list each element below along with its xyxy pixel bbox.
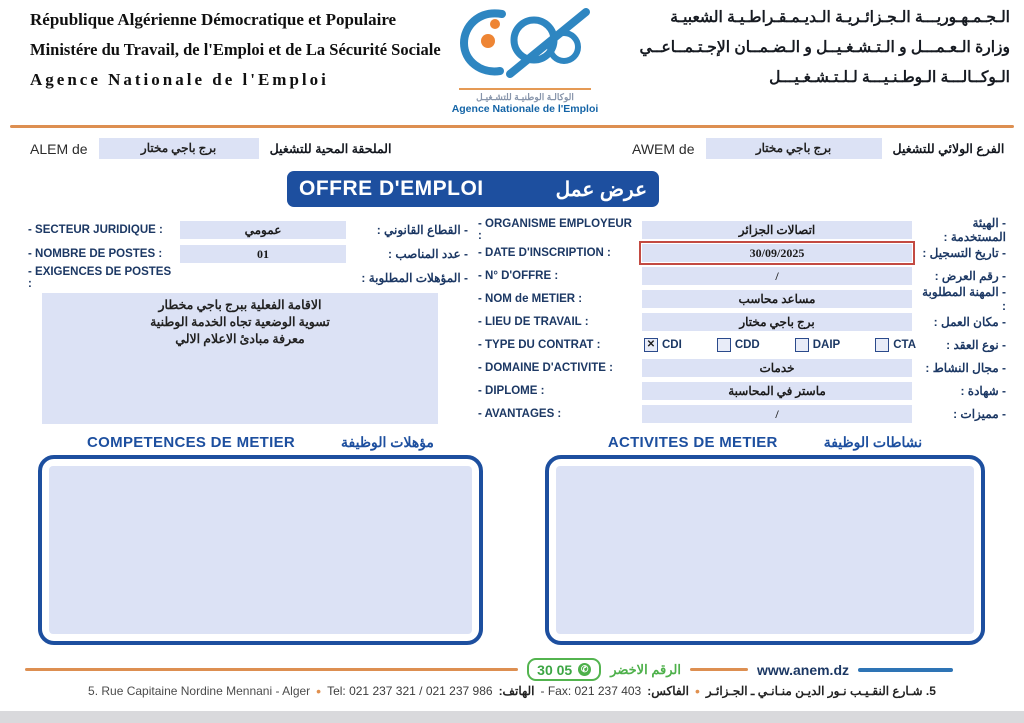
date-inscription-row <box>478 241 1006 264</box>
contract-option-cdd <box>717 338 760 352</box>
lieu-travail-label-ar: - مكان العمل : <box>933 314 1006 329</box>
type-contrat-row <box>478 333 1006 356</box>
alem-field[interactable]: برج باجي مختار <box>99 138 259 159</box>
diplome-label-fr: - DIPLOME : <box>478 384 545 397</box>
competences-textarea[interactable] <box>49 466 472 634</box>
daip-label: DAIP <box>812 338 841 351</box>
republic-title-ar: الـجـمـهـوريـــة الـجـزائـريـة الـديـمـقـراطـيـة الشعبيـة <box>670 9 1010 26</box>
logo-divider <box>459 88 591 90</box>
footer-address-ar: 5. شـارع النقـيـب نـور الديـن منـانـي ـ الجـزائـر <box>705 684 936 698</box>
blue-line-right <box>858 668 953 672</box>
domaine-activite-row <box>478 356 1006 379</box>
footer-contact-line <box>20 684 1004 698</box>
activites-header <box>545 434 985 451</box>
footer-tel-label-ar: الهاتف: <box>498 684 535 698</box>
agency-title-ar: الـوكــالـــة الـوطـنـيـــة لـلـتـشـغـيـــل <box>769 69 1010 86</box>
nombre-postes-row <box>28 242 468 266</box>
diplome-field[interactable]: ماستر في المحاسبة <box>642 382 912 400</box>
diplome-row <box>478 379 1006 402</box>
bottom-scrollbar-strip[interactable] <box>0 711 1024 723</box>
alem-label-ar: الملحقة المحية للتشغيل <box>269 142 392 156</box>
ministry-title-ar: وزارة الـعـمـــل و الـتـشـغـيــل و الـضـمــان الإجـتـمــاعــي <box>639 39 1010 56</box>
right-fields-column <box>478 215 1006 425</box>
orange-line-middle <box>690 668 748 671</box>
cdi-checkbox[interactable]: ✕ <box>644 338 658 352</box>
domaine-activite-field[interactable]: خدمات <box>642 359 912 377</box>
awem-label: AWEM de <box>632 140 695 157</box>
activites-title-ar: نشاطات الوظيفة <box>823 434 923 450</box>
organisme-employeur-label-fr: - ORGANISME EMPLOYEUR : <box>478 217 632 242</box>
footer-address-fr: 5. Rue Capitaine Nordine Mennani - Alger <box>88 684 311 698</box>
orange-dot-icon: • <box>694 683 700 699</box>
republic-title-fr: République Algérienne Démocratique et Populaire <box>30 10 397 29</box>
exigences-postes-field <box>180 269 346 287</box>
daip-checkbox[interactable] <box>795 338 809 352</box>
header-divider-line <box>10 125 1014 128</box>
avantages-field[interactable]: / <box>642 405 912 423</box>
title-ar: عرض عمل <box>555 178 648 201</box>
title-fr: OFFRE D'EMPLOI <box>298 177 484 200</box>
lieu-travail-label-fr: - LIEU DE TRAVAIL : <box>478 315 589 328</box>
website-link[interactable]: www.anem.dz <box>756 661 849 678</box>
secteur-juridique-field[interactable]: عمومي <box>180 221 346 239</box>
nom-metier-label-fr: - NOM de METIER : <box>478 292 583 305</box>
awem-row <box>632 138 1004 159</box>
ministry-title-fr: Ministére du Travail, de l'Emploi et de La Sécurité Sociale <box>30 40 441 59</box>
nombre-postes-label-fr: - NOMBRE DE POSTES : <box>28 248 163 260</box>
phone-icon: ✆ <box>578 663 591 676</box>
type-contrat-label-fr: - TYPE DU CONTRAT : <box>478 338 601 351</box>
type-contrat-label-ar: - نوع العقد : <box>946 337 1006 352</box>
date-inscription-field[interactable]: 30/09/2025 <box>642 244 912 262</box>
footer-fax-label-ar: الفاكس: <box>647 684 689 698</box>
agency-title-fr: Agence Nationale de l'Emploi <box>30 70 329 89</box>
awem-label-ar: الفرع الولائي للتشغيل <box>892 142 1005 156</box>
exigence-line: الاقامة الفعلية ببرج باجي مخطار <box>158 298 322 312</box>
exigences-textarea[interactable] <box>42 293 438 424</box>
document-title-bar <box>287 171 659 207</box>
domaine-activite-label-fr: - DOMAINE D'ACTIVITE : <box>478 361 613 374</box>
green-number: 30 05 <box>537 661 573 678</box>
numero-offre-field[interactable]: / <box>642 267 912 285</box>
exigence-line: تسوية الوضعية تجاه الخدمة الوطنية <box>150 315 330 329</box>
competences-title-ar: مؤهلات الوظيفة <box>341 434 434 450</box>
secteur-juridique-label-fr: - SECTEUR JURIDIQUE : <box>28 224 163 236</box>
diplome-label-ar: - شهادة : <box>960 383 1006 398</box>
secteur-juridique-row <box>28 218 468 242</box>
anem-logo-block <box>443 2 607 115</box>
footer-fax: - Fax: 021 237 403 <box>540 684 642 698</box>
activites-title-fr: ACTIVITES DE METIER <box>607 434 778 451</box>
lieu-travail-field[interactable]: برج باجي مختار <box>642 313 912 331</box>
hotline-row <box>25 658 953 681</box>
cta-checkbox[interactable] <box>875 338 889 352</box>
anem-logo-icon <box>450 2 600 82</box>
awem-field[interactable]: برج باجي مختار <box>706 138 882 159</box>
organisme-employeur-row <box>478 215 1006 244</box>
green-number-badge <box>527 658 601 681</box>
logo-caption-fr: Agence Nationale de l'Emploi <box>451 103 599 115</box>
left-fields-column <box>28 218 468 290</box>
nom-metier-row <box>478 284 1006 313</box>
cdd-checkbox[interactable] <box>717 338 731 352</box>
nom-metier-label-ar: - المهنة المطلوبة : <box>922 284 1006 313</box>
organisme-employeur-label-ar: - الهيئة المستخدمة : <box>943 215 1006 244</box>
avantages-label-ar: - مميزات : <box>953 406 1006 421</box>
orange-line-left <box>25 668 518 671</box>
exigences-postes-label-fr: - EXIGENCES DE POSTES : <box>28 266 172 290</box>
domaine-activite-label-ar: - مجال النشاط : <box>925 360 1006 375</box>
competences-box <box>38 455 483 645</box>
exigence-line: معرفة مبادئ الاعلام الالي <box>175 332 305 346</box>
date-inscription-label-fr: - DATE D'INSCRIPTION : <box>478 246 611 259</box>
contract-option-daip <box>795 338 840 352</box>
exigences-postes-row <box>28 266 468 290</box>
numero-offre-label-fr: - N° D'OFFRE : <box>478 269 559 282</box>
cta-label: CTA <box>893 338 916 351</box>
avantages-label-fr: - AVANTAGES : <box>478 407 562 420</box>
organisme-employeur-field[interactable]: اتصالات الجزائر <box>642 221 912 239</box>
logo-caption-ar: الوكالـة الوطنيـة للتشـغيـل <box>476 92 574 102</box>
competences-title-fr: COMPETENCES DE METIER <box>87 434 296 451</box>
cdd-label: CDD <box>734 338 760 351</box>
date-inscription-label-ar: - تاريخ التسجيل : <box>922 245 1006 260</box>
header-french <box>30 10 441 90</box>
contract-option-cta <box>875 338 916 352</box>
footer-tel: Tel: 021 237 321 / 021 237 986 <box>327 684 493 698</box>
alem-row <box>30 138 391 159</box>
alem-label: ALEM de <box>30 140 88 157</box>
exigences-postes-label-ar: - المؤهلات المطلوبة : <box>361 271 468 285</box>
nom-metier-field[interactable]: مساعد محاسب <box>642 290 912 308</box>
orange-dot-icon: • <box>316 683 322 699</box>
secteur-juridique-label-ar: - القطاع القانوني : <box>376 223 468 237</box>
activites-box <box>545 455 985 645</box>
contract-options <box>642 338 924 352</box>
competences-header <box>38 434 483 451</box>
avantages-row <box>478 402 1006 425</box>
activites-textarea[interactable] <box>556 466 974 634</box>
numero-offre-label-ar: - رقم العرض : <box>934 268 1006 283</box>
nombre-postes-field[interactable]: 01 <box>180 245 346 263</box>
green-number-label-ar: الرقم الاخضر <box>610 661 681 677</box>
cdi-label: CDI <box>662 338 682 351</box>
lieu-travail-row <box>478 310 1006 333</box>
nombre-postes-label-ar: - عدد المناصب : <box>388 247 468 261</box>
header-arabic <box>640 8 1010 98</box>
contract-option-cdi <box>644 338 682 352</box>
